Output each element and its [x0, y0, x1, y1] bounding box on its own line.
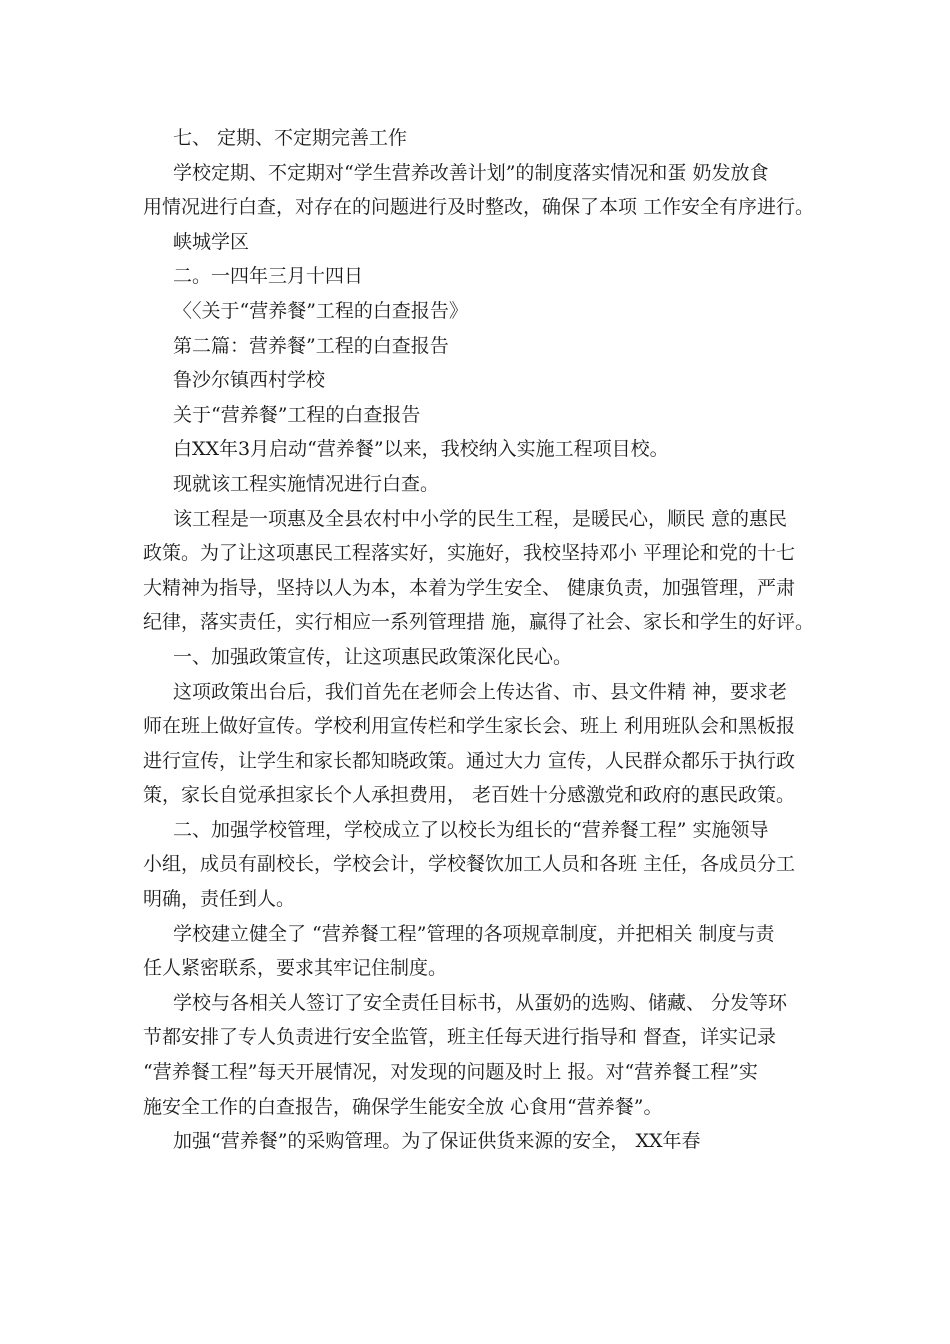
text-line: 政策。为了让这项惠民工程落实好，实施好，我校坚持邓小 平理论和党的十七 — [143, 542, 796, 565]
text-line: 二。一四年三月十四日 — [173, 265, 364, 288]
text-line: 节都安排了专人负责进行安全监管，班主任每天进行指导和 督查，详实记录 — [143, 1026, 777, 1049]
text-line: 该工程是一项惠及全县农村中小学的民生工程，是暖民心，顺民 意的惠民 — [173, 507, 788, 530]
text-line: 小组，成员有副校长，学校会计，学校餐饮加工人员和各班 主任，各成员分工 — [143, 853, 796, 876]
text-line: 大精神为指导，坚持以人为本，本着为学生安全、 健康负责，加强管理，严肃 — [143, 576, 796, 599]
document-body — [143, 121, 823, 1159]
text-line: 现就该工程实施情况进行白查。 — [173, 472, 440, 495]
text-line: 白XX年3月启动“营养餐”以来，我校纳入实施工程项目校。 — [173, 438, 669, 461]
text-line: 进行宣传，让学生和家长都知晓政策。通过大力 宣传，人民群众都乐于执行政 — [143, 749, 796, 772]
text-line: 鲁沙尔镇西村学校 — [173, 369, 326, 392]
text-line: 二、加强学校管理，学校成立了以校长为组长的“营养餐工程” 实施领导 — [173, 818, 769, 841]
text-line: 学校与各相关人签订了安全责任目标书，从蛋奶的选购、储藏、 分发等环 — [173, 991, 788, 1014]
text-line: 学校定期、不定期对“学生营养改善计划”的制度落实情况和蛋 奶发放食 — [173, 161, 769, 184]
text-line: 纪律，落实责任，实行相应一系列管理措 施，赢得了社会、家长和学生的好评。 — [143, 611, 815, 634]
text-line: 这项政策出台后，我们首先在老师会上传达省、市、县文件精 神，要求老 — [173, 680, 788, 703]
text-line: 明确，责任到人。 — [143, 888, 296, 911]
text-line: 任人紧密联系，要求其牢记住制度。 — [143, 957, 448, 980]
text-line: 加强“营养餐”的采购管理。为了保证供货来源的安全， XX年春 — [173, 1130, 701, 1153]
text-line: 学校建立健全了 “营养餐工程”管理的各项规章制度，并把相关 制度与责 — [173, 922, 775, 945]
text-line: 〈〈关于“营养餐”工程的白查报告》 — [173, 299, 468, 322]
text-line: 关于“营养餐”工程的白查报告 — [173, 403, 421, 426]
text-line: 用情况进行白查，对存在的问题进行及时整改，确保了本项 工作安全有序进行。 — [143, 196, 815, 219]
text-line: 一、加强政策宣传，让这项惠民政策深化民心。 — [173, 645, 573, 668]
text-line: 策，家长自觉承担家长个人承担费用， 老百姓十分感激党和政府的惠民政策。 — [143, 784, 796, 807]
text-line: “营养餐工程”每天开展情况，对发现的问题及时上 报。对“营养餐工程”实 — [143, 1061, 758, 1084]
text-line: 第二篇：营养餐”工程的白查报告 — [173, 334, 449, 357]
text-line: 峡城学区 — [173, 230, 250, 253]
text-line: 师在班上做好宣传。学校利用宣传栏和学生家长会、班上 利用班队会和黑板报 — [143, 715, 796, 738]
text-line: 七、 定期、不定期完善工作 — [173, 127, 408, 149]
text-line: 施安全工作的白查报告，确保学生能安全放 心食用“营养餐”。 — [143, 1095, 663, 1118]
